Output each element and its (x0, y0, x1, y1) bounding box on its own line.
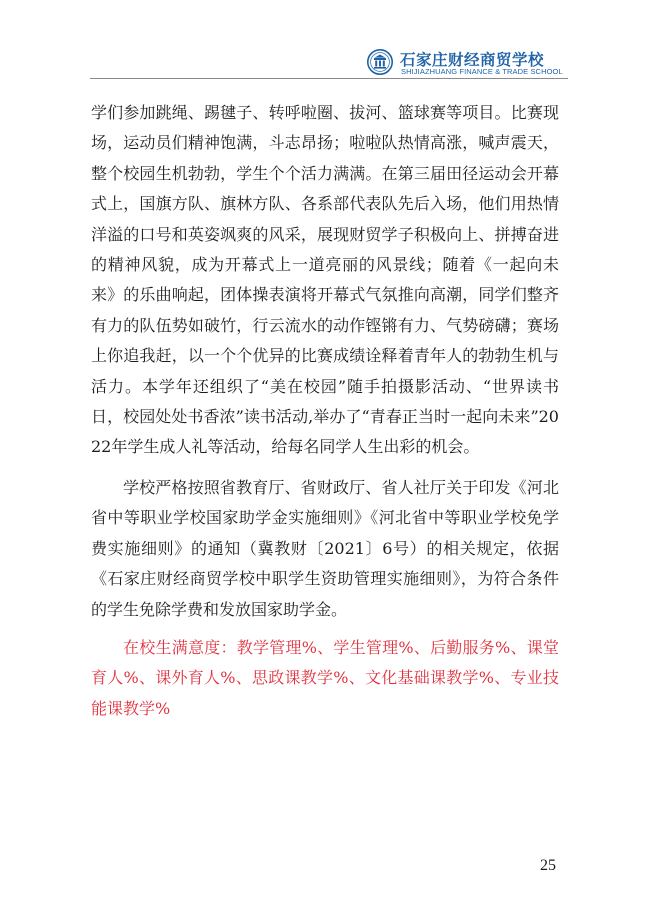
document-body (91, 98, 559, 724)
paragraph-satisfaction: 在校生满意度：教学管理%、学生管理%、后勤服务%、课堂育人%、课外育人%、思政课教学%、文化基础课教学%、专业技能课教学% (91, 637, 559, 718)
page-number: 25 (540, 857, 556, 874)
page-header (0, 0, 650, 80)
header-divider (90, 78, 568, 79)
paragraph-financial-aid: 学校严格按照省教育厅、省财政厅、省人社厅关于印发《河北省中等职业学校国家助学金实施细则》《河北省中等职业学校免学费实施细则》的通知（冀教财〔2021〕6号）的相关规定，依据《石家庄财经商贸学校中职学生资助管理实施细则》，为符合条件的学生免除学费和发放国家助学金。 (91, 477, 559, 619)
paragraph-activities: 学们参加跳绳、踢毽子、转呼啦圈、拔河、篮球赛等项目。比赛现场，运动员们精神饱满，斗志昂扬；啦啦队热情高涨，喊声震天，整个校园生机勃勃，学生个个活力满满。在第三届田径运动会开幕式上，国旗方队、旗林方队、各系部代表队先后入场，他们用热情洋溢的口号和英姿飒爽的风采，展现财贸学子积极向上、拼搏奋进的精神风貌，成为开幕式上一道亮丽的风景线；随着《一起向未来》的乐曲响起，团体操表演将开幕式气氛推向高潮，同学们整齐有力的队伍势如破竹，行云流水的动作铿锵有力、气势磅礴；赛场上你追我赶，以一个个优异的比赛成绩诠释着青年人的勃勃生机与活力。本学年还组织了“美在校园”随手拍摄影活动、“世界读书日，校园处处书香浓”读书活动,举办了“青春正当时一起向未来”2022年学生成人礼等活动，给每名同学人生出彩的机会。 (91, 103, 559, 457)
school-emblem-icon (367, 49, 393, 75)
school-name-english: SHIJIAZHUANG FINANCE & TRADE SCHOOL (401, 67, 563, 76)
school-name-chinese: 石家庄财经商贸学校 (400, 51, 545, 69)
